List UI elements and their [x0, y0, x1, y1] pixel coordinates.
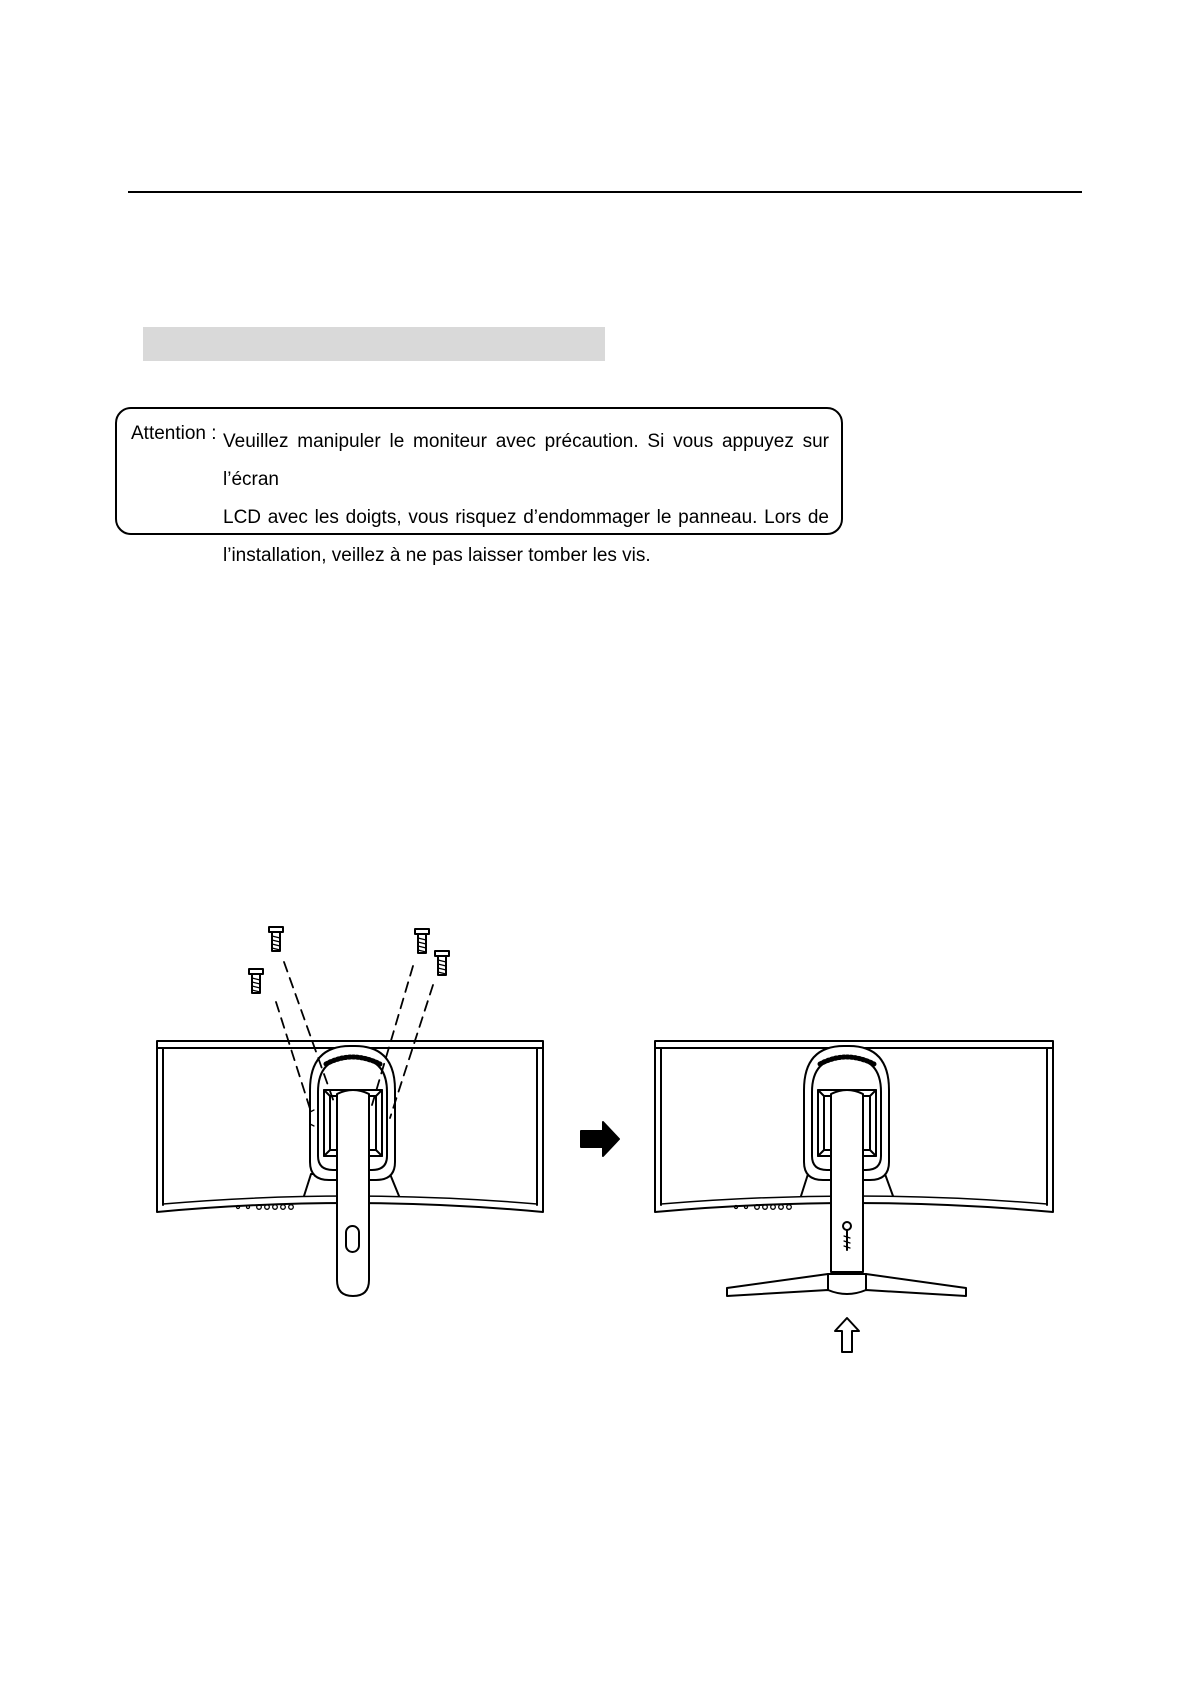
screw-icon: [249, 969, 263, 993]
screw-icon: [435, 951, 449, 975]
attention-line-1: Veuillez manipuler le moniteur avec précaution. Si vous appuyez sur l’écran: [223, 431, 829, 490]
attention-line-2: LCD avec les doigts, vous risquez d’endommager le panneau. Lors de: [223, 507, 829, 528]
attention-line-3: l’installation, veillez à ne pas laisser tomber les vis.: [223, 545, 651, 566]
arrow-up-outline-icon: [835, 1318, 859, 1352]
screw-icon: [269, 927, 283, 951]
monitor-back-left: [157, 1041, 543, 1296]
attention-label: Attention :: [131, 423, 217, 444]
arrow-right-icon: [581, 1122, 619, 1156]
screw-icon: [415, 929, 429, 953]
monitor-back-right: [655, 1041, 1053, 1296]
